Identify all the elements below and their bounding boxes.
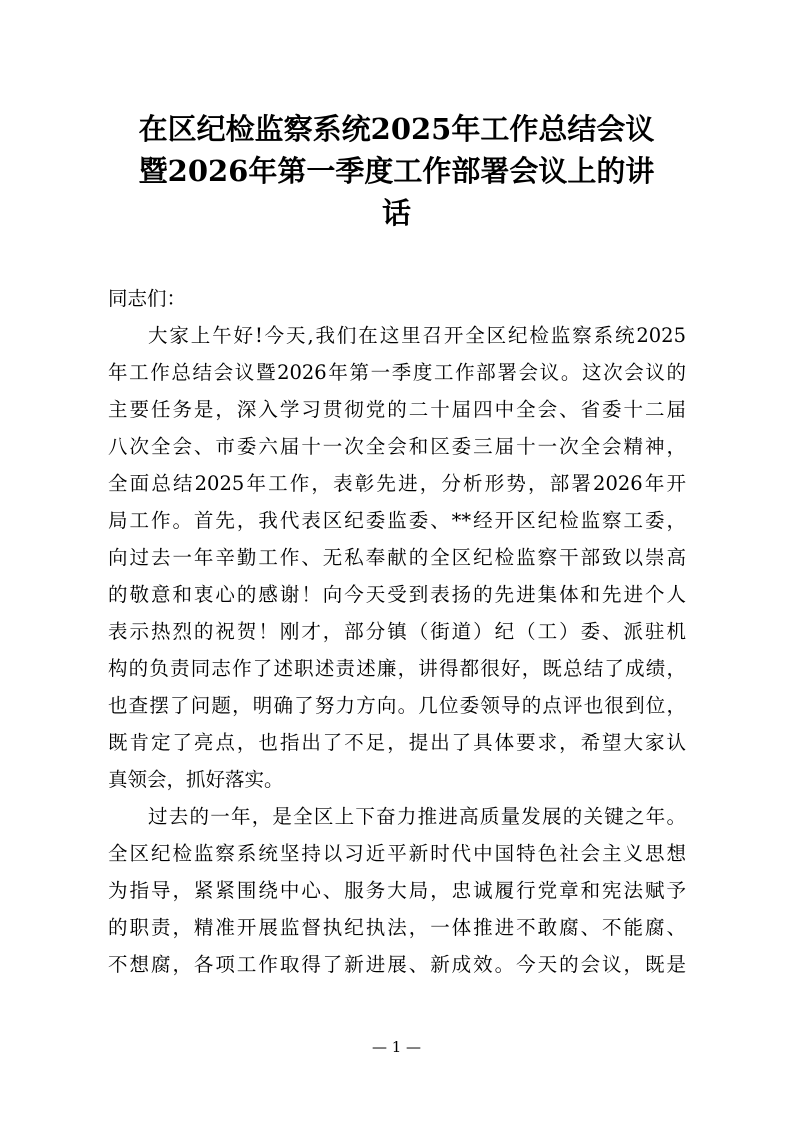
paragraph [108, 798, 686, 983]
paragraph-line: 大家上午好!今天,我们在这里召开全区纪检监察系统2025 [148, 324, 686, 347]
paragraph-line: 真领会，抓好落实。 [108, 768, 284, 791]
paragraph-line: 的敬意和衷心的感谢！向今天受到表扬的先进集体和先进个人 [108, 583, 686, 606]
title-line: 在区纪检监察系统2025年工作总结会议 [138, 112, 655, 146]
paragraph-line: 构的负责同志作了述职述责述廉，讲得都很好，既总结了成绩， [108, 657, 686, 680]
paragraph-line: 八次全会、市委六届十一次全会和区委三届十一次全会精神， [108, 435, 686, 458]
paragraph-line: 局工作。首先，我代表区纪委监委、**经开区纪检监察工委， [108, 509, 686, 532]
paragraph-line: 为指导，紧紧围绕中心、服务大局，忠诚履行党章和宪法赋予 [108, 879, 686, 902]
paragraph-line: 也查摆了问题，明确了努力方向。几位委领导的点评也很到位， [108, 694, 686, 717]
salutation: 同志们： [108, 287, 187, 310]
paragraph-line: 过去的一年，是全区上下奋力推进高质量发展的关键之年。 [148, 805, 686, 828]
paragraph-line: 全面总结2025年工作，表彰先进，分析形势，部署2026年开 [108, 472, 686, 495]
document-title [60, 108, 733, 234]
paragraph [108, 317, 686, 798]
paragraph-line: 全区纪检监察系统坚持以习近平新时代中国特色社会主义思想 [108, 842, 686, 865]
paragraphs [108, 317, 686, 983]
document-body [108, 280, 686, 983]
paragraph-line: 不想腐，各项工作取得了新进展、新成效。今天的会议，既是 [108, 953, 686, 976]
paragraph-line: 向过去一年辛勤工作、无私奉献的全区纪检监察干部致以崇高 [108, 546, 686, 569]
title-line: 暨2026年第一季度工作部署会议上的讲 [138, 154, 655, 188]
paragraph-line: 主要任务是，深入学习贯彻党的二十届四中全会、省委十二届 [108, 398, 686, 421]
title-line: 话 [381, 196, 411, 230]
paragraph-line: 的职责，精准开展监督执纪执法，一体推进不敢腐、不能腐、 [108, 916, 686, 939]
paragraph-line: 表示热烈的祝贺！刚才，部分镇（街道）纪（工）委、派驻机 [108, 620, 686, 643]
paragraph-line: 既肯定了亮点，也指出了不足，提出了具体要求，希望大家认 [108, 731, 686, 754]
page-number: — 1 — [371, 1038, 422, 1056]
paragraph-line: 年工作总结会议暨2026年第一季度工作部署会议。这次会议的 [108, 361, 686, 384]
